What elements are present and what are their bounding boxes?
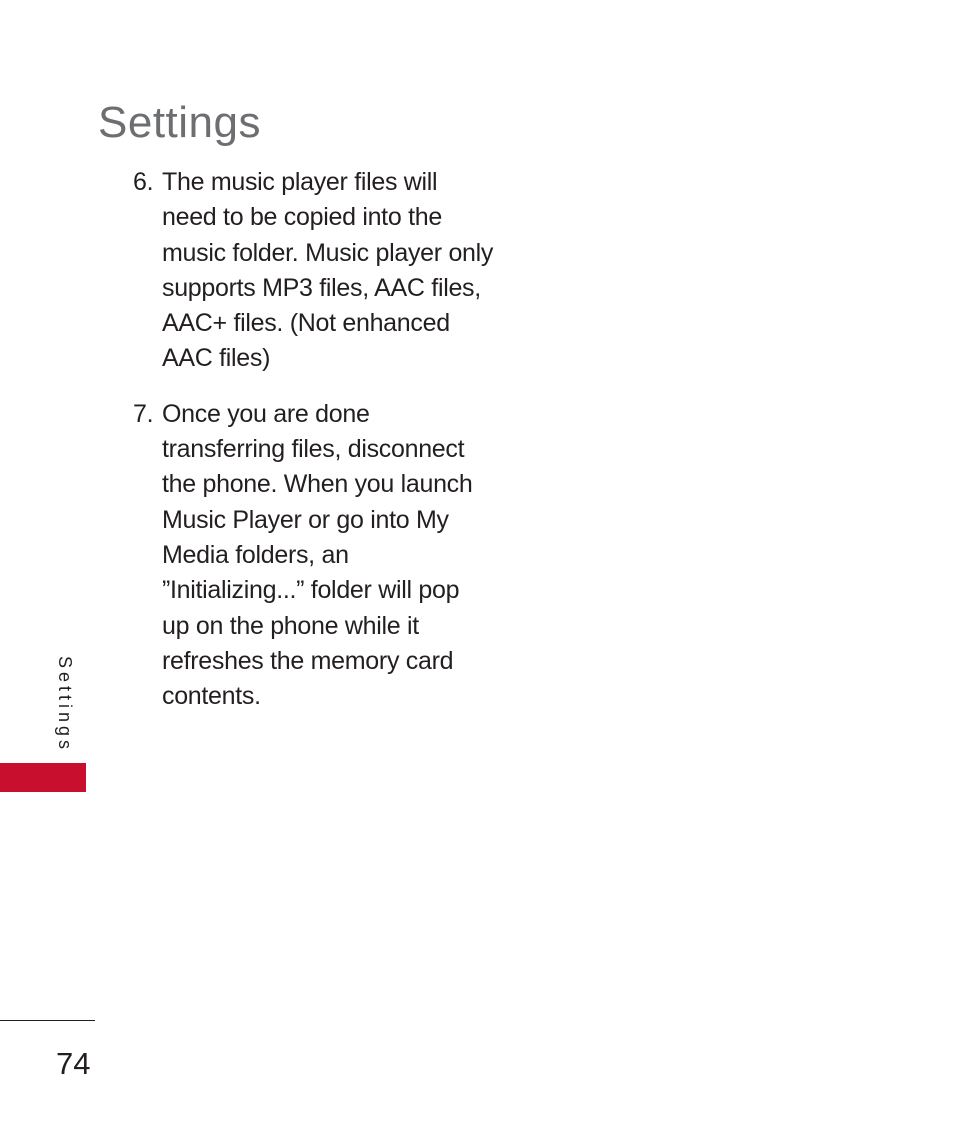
step-number: 6.: [133, 168, 154, 196]
step-line: The music player files will: [162, 168, 438, 196]
page-title: Settings: [98, 98, 261, 148]
step-line: AAC+ files. (Not enhanced: [162, 309, 450, 338]
step-line: music folder. Music player only: [162, 238, 494, 267]
section-tab-label: Settings: [55, 656, 75, 754]
step-line: ”Initializing...” folder will pop: [162, 576, 460, 605]
step-6: [133, 165, 493, 377]
step-line: Music Player or go into My: [162, 505, 449, 534]
step-line: transferring files, disconnect: [162, 435, 465, 464]
step-line: refreshes the memory card: [162, 646, 454, 675]
step-line: up on the phone while it: [162, 611, 419, 640]
step-line: need to be copied into the: [162, 203, 442, 232]
step-number: 7.: [133, 399, 154, 428]
step-line: Once you are done: [162, 399, 370, 428]
step-line: supports MP3 files, AAC files,: [162, 273, 481, 302]
step-line: contents.: [162, 682, 261, 711]
page-number: 74: [56, 1046, 91, 1081]
step-text: [162, 165, 493, 377]
footer-divider: [0, 1020, 95, 1021]
step-line: AAC files): [162, 344, 271, 373]
step-line: the phone. When you launch: [162, 470, 473, 499]
step-7: [133, 397, 493, 715]
section-tab-marker: [0, 763, 86, 792]
step-text: [162, 397, 493, 715]
instruction-steps: [133, 165, 493, 714]
step-line: Media folders, an: [162, 540, 349, 569]
